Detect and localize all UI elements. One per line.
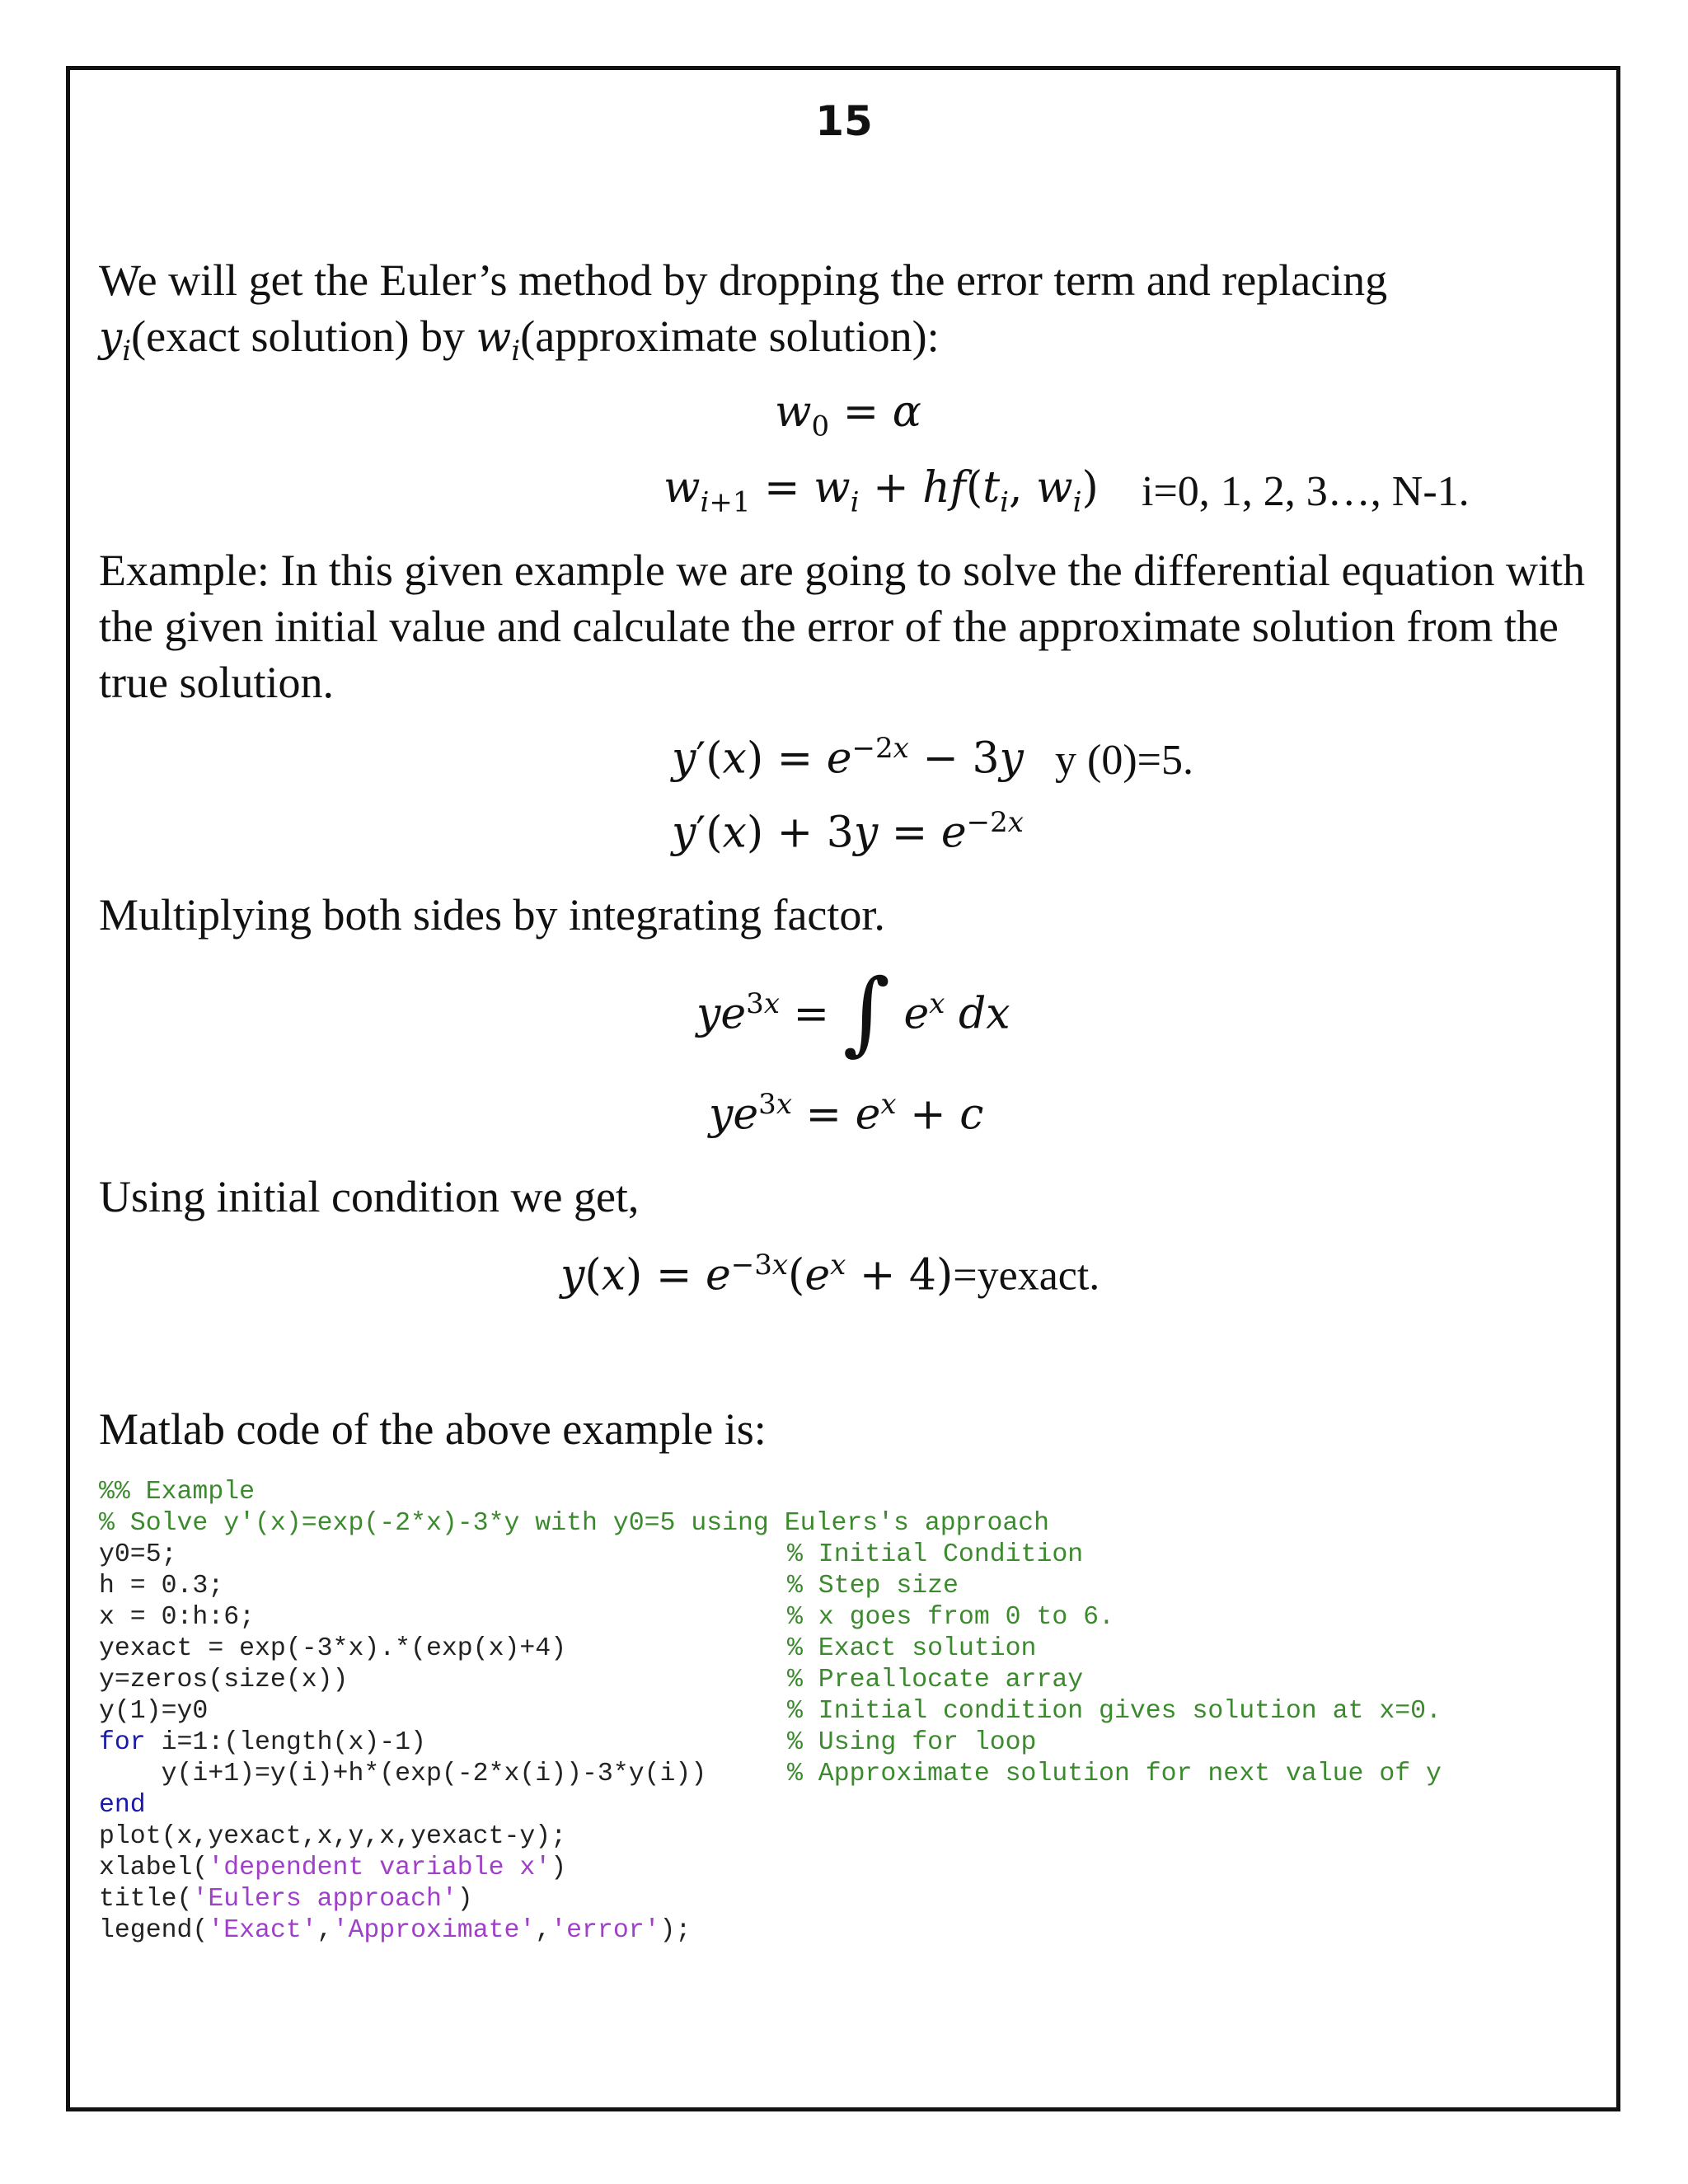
code-line-2: % Solve y'(x)=exp(-2*x)-3*y with y0=5 using Eulers's approach xyxy=(99,1509,1050,1538)
matlab-intro-paragraph: Matlab code of the above example is: xyxy=(99,1404,767,1454)
code-line-14 xyxy=(99,1885,473,1914)
w-i-symbol: $w_i$ xyxy=(476,313,521,368)
euler-intro-text-a: (exact solution) by xyxy=(131,312,466,361)
code-line-6: yexact = exp(-3*x).*(exp(x)+4) xyxy=(99,1634,567,1663)
equation-w0: $w_0 = \alpha$ xyxy=(775,387,921,443)
code-comment-10: % Approximate solution for next value of y xyxy=(787,1760,1442,1788)
iteration-range xyxy=(1142,466,1470,516)
code-line-3: y0=5; xyxy=(99,1540,177,1569)
code-string-xlabel: 'dependent variable x' xyxy=(208,1854,551,1882)
euler-intro-text-b: (approximate solution): xyxy=(520,312,940,361)
euler-intro-paragraph xyxy=(99,252,1582,379)
equation-ode: $y'(x) = e^{-2x} - 3y$ xyxy=(672,732,1024,784)
code-string-exact: 'Exact' xyxy=(208,1916,317,1945)
code-string-title: 'Eulers approach' xyxy=(192,1885,457,1914)
code-comment-8: % Initial condition gives solution at x=0. xyxy=(787,1697,1442,1726)
code-comment-3: % Initial Condition xyxy=(787,1540,1084,1569)
code-line-4: h = 0.3; xyxy=(99,1572,224,1601)
equation-linear-form: $y'(x) + 3y = e^{-2x}$ xyxy=(672,806,1024,858)
code-line-9-text: i=1:(length(x)-1) xyxy=(145,1728,426,1757)
equation-exact-solution: $y(x) = e^{-3x}(e^x$ + 4)=yexact. xyxy=(560,1249,1100,1301)
exact-solution-label: =yexact. xyxy=(953,1252,1100,1300)
code-comment-6: % Exact solution xyxy=(787,1634,1037,1663)
code-comment-5: % x goes from 0 to 6. xyxy=(787,1603,1114,1632)
code-line-13-b: ) xyxy=(551,1854,567,1882)
euler-intro-line1: We will get the Euler’s method by dropping the error term and replacing xyxy=(99,255,1388,305)
code-keyword-end: end xyxy=(99,1791,146,1820)
integral-sign: ∫ xyxy=(842,959,890,1065)
code-keyword-for: for xyxy=(99,1728,146,1757)
equation-integral: $ye^{3x}$ = ∫ $e^x$ dx xyxy=(696,959,1010,1065)
code-line-7: y=zeros(size(x)) xyxy=(99,1666,349,1694)
page-number: 15 xyxy=(815,97,873,145)
code-comment-4: % Step size xyxy=(787,1572,959,1601)
code-comment-7: % Preallocate array xyxy=(787,1666,1084,1694)
code-string-error: 'error' xyxy=(551,1916,660,1945)
example-paragraph: Example: In this given example we are going to solve the differential equation with the given initial value and calculate the error of the approximate solution from the true solution. xyxy=(99,546,1585,707)
initial-value xyxy=(1055,735,1193,785)
code-line-15-a: legend( xyxy=(99,1916,209,1945)
equation-integrated: $ye^{3x} = e^x + c$ xyxy=(709,1088,984,1140)
code-line-15-b: ); xyxy=(659,1916,692,1945)
iteration-range-text: i=0, 1, 2, 3…, N-1. xyxy=(1142,468,1470,515)
code-comment-9: % Using for loop xyxy=(787,1728,1037,1757)
code-line-8: y(1)=y0 xyxy=(99,1697,209,1726)
code-line-14-b: ) xyxy=(457,1885,473,1914)
equation-euler-step: $w_{i+1} = w_i + hf(t_i$, $w_i$) xyxy=(663,463,1099,519)
code-line-1: %% Example xyxy=(99,1478,256,1507)
code-line-9 xyxy=(99,1727,787,1759)
code-line-15: legend('Exact','Approximate','error'); xyxy=(99,1916,692,1945)
initial-condition-paragraph: Using initial condition we get, xyxy=(99,1172,640,1221)
code-line-14-a: title( xyxy=(99,1885,193,1914)
initial-value-text: y (0)=5. xyxy=(1055,737,1193,784)
code-line-12: plot(x,yexact,x,y,x,yexact-y); xyxy=(99,1822,567,1851)
code-string-approximate: 'Approximate' xyxy=(332,1916,536,1945)
integrating-factor-paragraph: Multiplying both sides by integrating factor. xyxy=(99,890,885,940)
code-line-13 xyxy=(99,1854,566,1882)
matlab-code-block xyxy=(99,1477,1442,1947)
code-line-5: x = 0:h:6; xyxy=(99,1603,256,1632)
y-i-symbol: $y_i$ xyxy=(99,313,132,368)
code-line-13-a: xlabel( xyxy=(99,1854,209,1882)
code-line-10: y(i+1)=y(i)+h*(exp(-2*x(i))-3*y(i)) xyxy=(99,1760,707,1788)
